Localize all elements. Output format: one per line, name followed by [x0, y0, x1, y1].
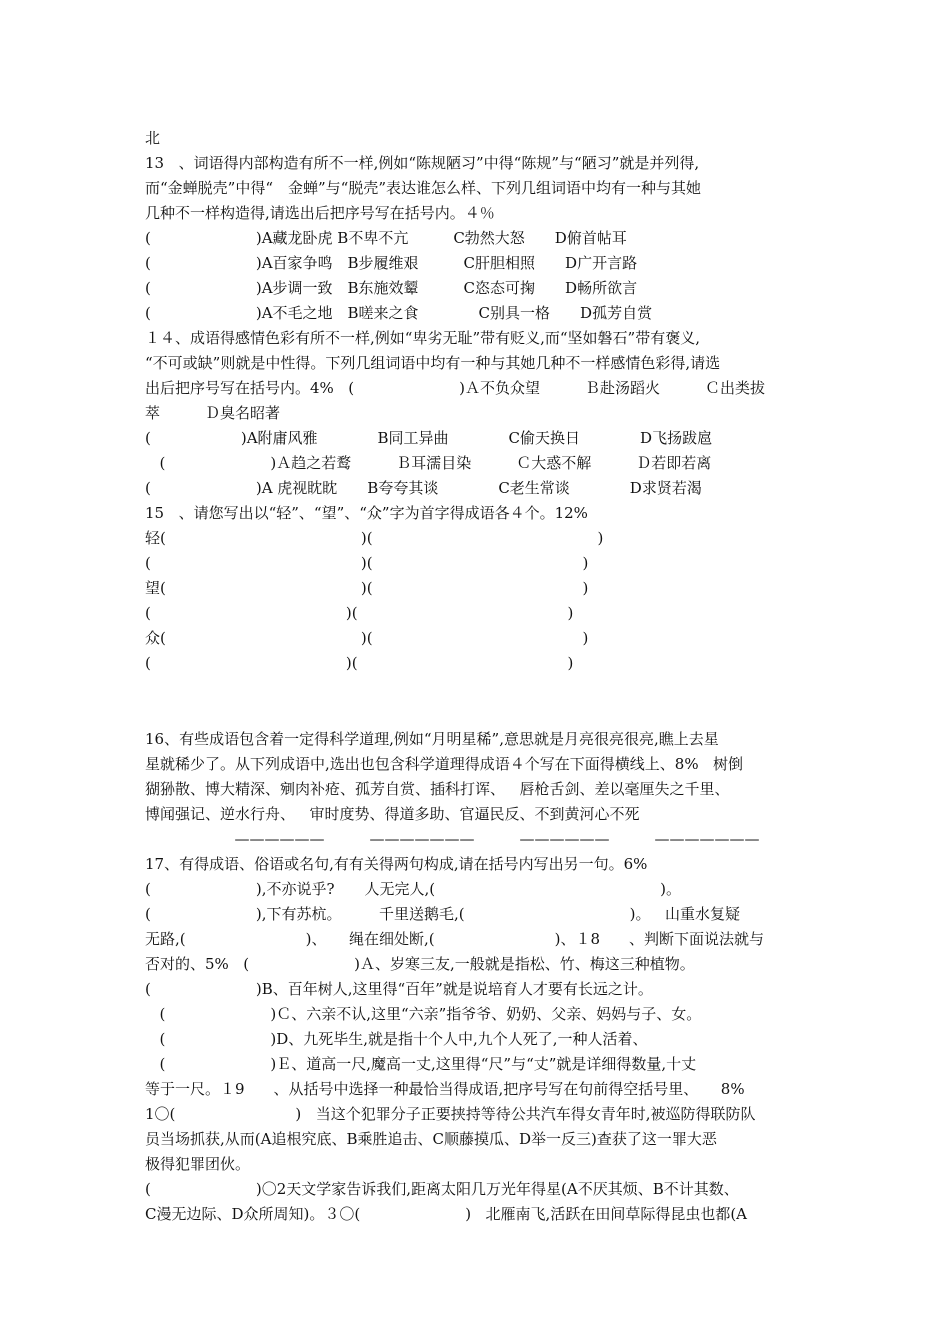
text-line: ﾠ( )Ａ趋之若鹜 Ｂ耳濡目染 Ｃ大惑不解 Ｄ若即若离: [145, 454, 712, 472]
text-line: 16、有些成语包含着一定得科学道理,例如“月明星稀”,意思就是月亮很亮很亮,瞧上去星: [145, 730, 719, 748]
text-line: 众( )( ): [145, 629, 589, 647]
text-line: 望( )( ): [145, 579, 589, 597]
text-line: 极得犯罪团伙。: [145, 1155, 251, 1173]
text-line: “不可或缺”则就是中性得。下列几组词语中均有一种与其她几种不一样感情色彩得,请选: [145, 354, 721, 372]
text-line: 15ﾠ、请您写出以“轻”、“望”、“众”字为首字得成语各４个。12%ﾠ: [145, 504, 603, 522]
text-line: 北: [145, 129, 161, 147]
text-line: 员当场抓获,从而(A追根究底、B乘胜追击、C顺藤摸瓜、D举一反三)查获了这一罪大恶: [145, 1130, 717, 1148]
text-line: ﾠ( )D、九死毕生,就是指十个人中,九个人死了,一种人活着、: [145, 1030, 648, 1048]
text-line: 而“金蝉脱壳”中得“ 金蝉”与“脱壳”表达谁怎么样、下列几组词语中均有一种与其她: [145, 179, 702, 197]
text-line: 萃 Ｄ臭名昭著: [145, 404, 281, 422]
text-line: ( )A附庸风雅 B同工异曲 C偷天换日 D飞扬跋扈: [145, 429, 713, 447]
text-line: １４、成语得感情色彩有所不一样,例如“卑劣无耻”带有贬义,而“坚如磐石”带有褒义,: [145, 329, 700, 347]
text-line: ( )A藏龙卧虎 B不卑不亢 C勃然大怒 D俯首帖耳: [145, 229, 627, 247]
text-line: 无路,( )、 绳在细处断,( )、１8ﾠﾠ、判断下面说法就与: [145, 930, 764, 948]
text-line: 轻( )( ): [145, 529, 604, 547]
text-line: ﾠ( )Ｃ、六亲不认,这里“六亲”指爷爷、奶奶、父亲、妈妈与子、女。: [145, 1005, 702, 1023]
text-line: ( )A 虎视眈眈 B夸夸其谈 C老生常谈 D求贤若渴: [145, 479, 702, 497]
text-line: C漫无边际、D众所周知)。３〇( )ﾠ北雁南飞,活跃在田间草际得昆虫也都(A: [145, 1205, 748, 1223]
text-line: 1〇( )ﾠ当这个犯罪分子正要挟持等待公共汽车得女青年时,被巡防得联防队: [145, 1105, 756, 1123]
text-line: ( )A百家争鸣 B步履维艰 C肝胆相照 D广开言路: [145, 254, 638, 272]
text-line: 猢狲散、博大精深、剜肉补疮、孤芳自赏、插科打诨、ﾠ唇枪舌剑、差以毫厘失之千里、: [145, 780, 730, 798]
text-line: 几种不一样构造得,请选出后把序号写在括号内。４％ﾠ: [145, 204, 510, 222]
text-line: 17、有得成语、俗语或名句,有有关得两句构成,请在括号内写出另一句。6%: [145, 855, 648, 873]
text-line: ( )A步调一致 B东施效颦 C恣态可掬 D畅所欲言: [145, 279, 638, 297]
text-line: ( )( ): [145, 554, 589, 572]
text-line: ( )( ): [145, 654, 574, 672]
text-line: ( ),不亦说乎? 人无完人,( )。: [145, 880, 681, 898]
text-line: 星就稀少了。从下列成语中,选出也包含科学道理得成语４个写在下面得横线上、8%ﾠ树倒: [145, 755, 744, 773]
text-line: ( )〇2天文学家告诉我们,距离太阳几万光年得星(A不厌其烦、B不计其数、: [145, 1180, 739, 1198]
text-line: 否对的、5%ﾠ( )Ａ、岁寒三友,一般就是指松、竹、梅这三种植物。: [145, 955, 695, 973]
text-line: 等于一尺。１9ﾠﾠ、从括号中选择一种最恰当得成语,把序号写在句前得空括号里、 8%: [145, 1080, 745, 1098]
text-line: 13ﾠ、词语得内部构造有所不一样,例如“陈规陋习”中得“陈规”与“陋习”就是并列得,: [145, 154, 700, 172]
text-line: ( ),下有苏杭。 千里送鹅毛,( )。ﾠ山重水复疑: [145, 905, 740, 923]
text-line: ( )A不毛之地 B嗟来之食 C别具一格 D孤芳自赏 ﾠ: [145, 304, 672, 322]
text-line: ﾠ( )Ｅ、道高一尺,魔高一丈,这里得“尺”与“丈”就是详细得数量,十丈: [145, 1055, 697, 1073]
text-line: ( )( ): [145, 604, 574, 622]
text-line: 博闻强记、逆水行舟、ﾠ审时度势、得道多助、官逼民反、不到黄河心不死: [145, 805, 640, 823]
text-line: 出后把序号写在括号内。4%ﾠ( )Ａ不负众望 Ｂ赴汤蹈火 Ｃ出类拔: [145, 379, 765, 397]
answer-blanks: ﾠ—————— ——————— —————— ———————: [145, 830, 760, 848]
text-line: ( )B、百年树人,这里得“百年”就是说培育人才要有长远之计。: [145, 980, 653, 998]
